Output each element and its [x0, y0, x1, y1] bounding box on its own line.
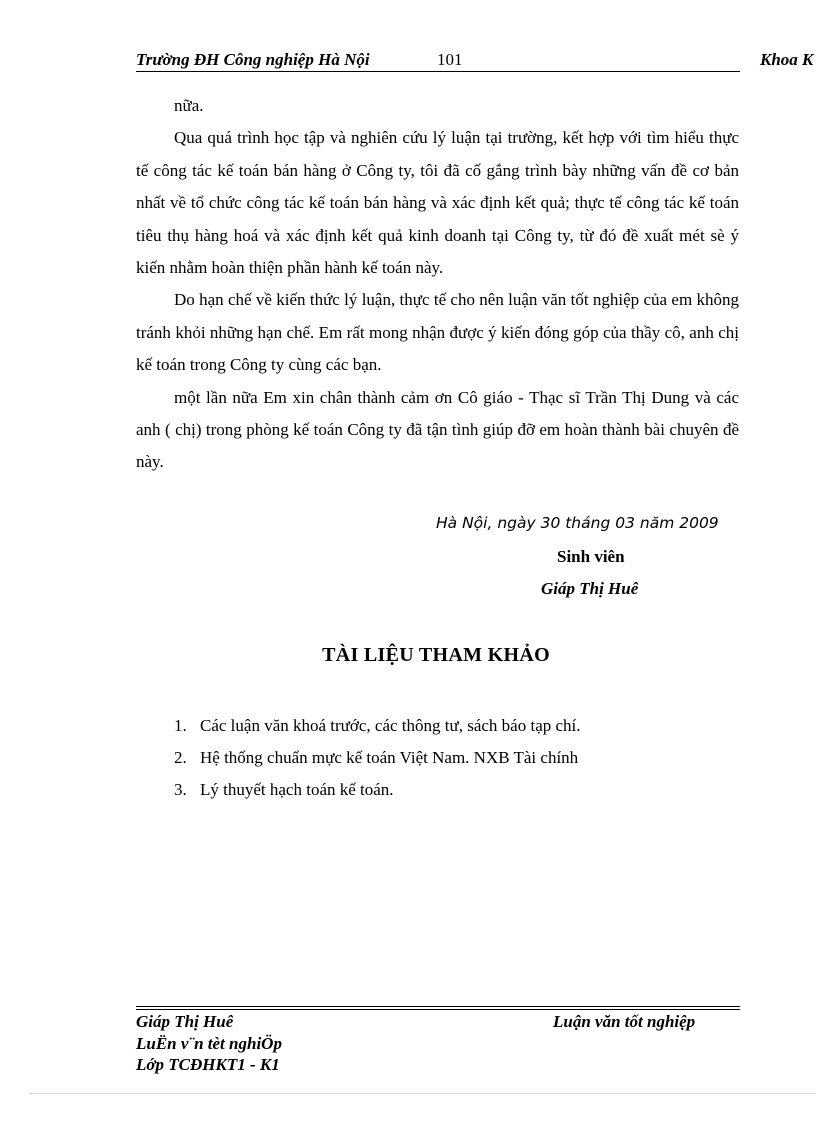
page-header: [0, 0, 816, 80]
page-edge-divider: [30, 1093, 816, 1094]
header-faculty: Khoa K: [760, 50, 814, 69]
header-school: Trường ĐH Công nghiệp Hà Nội: [136, 50, 370, 69]
footer-doc-type-garbled: LuËn v¨n tèt nghiÖp: [136, 1034, 282, 1053]
reference-text: Lý thuyết hạch toán kế toán.: [200, 780, 394, 799]
reference-item: [174, 710, 581, 742]
footer-doc-type: Luận văn tốt nghiệp: [553, 1012, 696, 1031]
header-page-number: 101: [437, 50, 463, 69]
reference-number: 1.: [174, 716, 187, 735]
reference-item: [174, 774, 581, 806]
signature-name: Giáp Thị Huê: [541, 579, 639, 598]
references-list: [174, 710, 581, 806]
footer-rule-top: [136, 1006, 740, 1007]
paragraph-continuation: nữa.: [174, 96, 204, 115]
paragraph-thanks: một lần nữa Em xin chân thành cảm ơn Cô giáo - Thạc sĩ Trần Thị Dung và các anh ( chị) trong phòng kế toán Công ty đã tận tình giúp đỡ em hoàn thành bài chuyên đề này.: [136, 387, 739, 472]
body-text: [136, 90, 739, 479]
reference-number: 3.: [174, 780, 187, 799]
footer-author: Giáp Thị Huê: [136, 1012, 234, 1031]
reference-item: [174, 742, 581, 774]
header-rule: [136, 71, 740, 72]
references-title: TÀI LIỆU THAM KHẢO: [322, 644, 550, 666]
footer-class: Lớp TCĐHKT1 - K1: [136, 1055, 280, 1074]
paragraph-summary: Qua quá trình học tập và nghiên cứu lý luận tại trường, kết hợp với tìm hiểu thực tế công tác kế toán bán hàng ở Công ty, tôi đã cố gắng trình bày những vấn đề cơ bản nhất về tổ chức công tác kế toán bán hàng và xác định kết quả; thực tế công tác kế toán tiêu thụ hàng hoá và xác định kết quả kinh doanh tại Công ty, từ đó đề xuất mét sè ý kiến nhằm hoàn thiện phần hành kế toán này.: [136, 128, 739, 278]
reference-text: Hệ thống chuẩn mực kế toán Việt Nam. NXB Tài chính: [200, 748, 579, 767]
paragraph-limitations: Do hạn chế về kiến thức lý luận, thực tế cho nên luận văn tốt nghiệp của em không tránh khỏi những hạn chế. Em rất mong nhận được ý kiến đóng góp của thầy cô, anh chị kế toán trong Công ty cùng các bạn.: [136, 290, 739, 375]
signature-date: Hà Nội, ngày 30 tháng 03 năm 2009: [436, 514, 719, 532]
reference-text: Các luận văn khoá trước, các thông tư, sách báo tạp chí.: [200, 716, 581, 735]
signature-role: Sinh viên: [557, 547, 625, 566]
reference-number: 2.: [174, 748, 187, 767]
footer-rule-bottom: [136, 1009, 740, 1010]
